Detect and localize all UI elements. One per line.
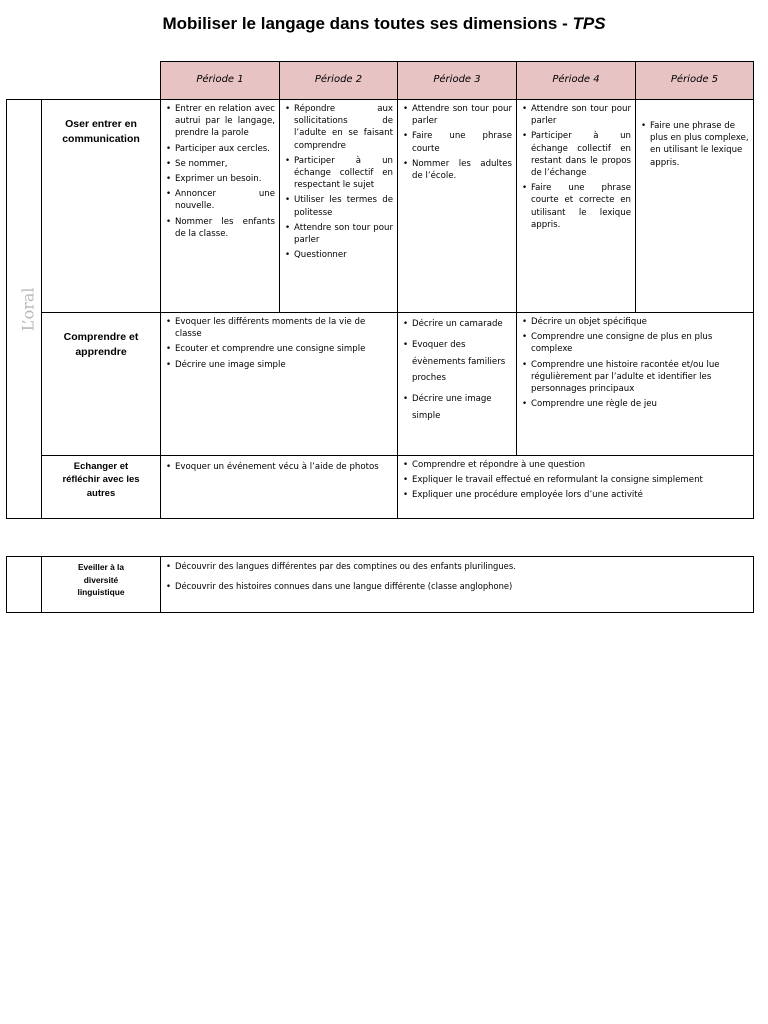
list-item: • Faire une phrase de plus en plus complexe, en utilisant le lexique appris. <box>640 120 749 169</box>
list-item: • Comprendre une consigne de plus en plus complexe <box>521 331 749 355</box>
cell-diversite <box>161 557 754 613</box>
list-item: • Participer aux cercles. <box>165 143 275 155</box>
row-label-diversite <box>42 557 161 613</box>
list-item: • Evoquer des évènements familiers proches <box>402 337 512 386</box>
cell-comprendre-p12 <box>161 313 398 456</box>
diversity-table <box>6 556 754 613</box>
row-label-line: Eveiller à la <box>77 562 125 572</box>
list-item: • Décrire un objet spécifique <box>521 316 749 328</box>
header-period-3: Période 3 <box>398 62 517 100</box>
cell-comprendre-p3 <box>398 313 517 456</box>
row-label-line: diversité <box>83 574 119 585</box>
cell-echanger-p12 <box>161 456 398 519</box>
cell-oser-p3 <box>398 100 517 313</box>
list-item: • Questionner <box>284 249 393 261</box>
diversity-blank-cell <box>7 557 42 613</box>
row-diversite <box>7 557 754 613</box>
header-period-1: Période 1 <box>161 62 280 100</box>
row-label-line: Echanger et <box>73 461 129 472</box>
list-item: • Faire une phrase courte <box>402 130 512 154</box>
header-period-4: Période 4 <box>517 62 636 100</box>
row-label-line: autres <box>86 487 116 499</box>
list-item: • Evoquer les différents moments de la vie de classe <box>165 316 393 340</box>
header-period-2: Période 2 <box>280 62 398 100</box>
list-item: • Participer à un échange collectif en restant dans le propos de l’échange <box>521 130 631 179</box>
list-item: • Attendre son tour pour parler <box>521 103 631 127</box>
list-item: • Attendre son tour pour parler <box>284 222 393 246</box>
list-item: • Expliquer le travail effectué en reformulant la consigne simplement <box>402 474 749 486</box>
list-item: • Entrer en relation avec autrui par le langage, prendre la parole <box>165 103 275 140</box>
list-item: • Annoncer une nouvelle. <box>165 188 275 212</box>
header-period-5: Période 5 <box>636 62 754 100</box>
row-label-line: communication <box>62 133 140 146</box>
list-item: • Expliquer une procédure employée lors d’une activité <box>402 489 749 501</box>
cell-oser-p5 <box>636 100 754 313</box>
list-item: • Exprimer un besoin. <box>165 173 275 185</box>
list-item: • Participer à un échange collectif en respectant le sujet <box>284 155 393 192</box>
list-item: • Comprendre une histoire racontée et/ou lue régulièrement par l’adulte et identifier les personnages principaux <box>521 359 749 396</box>
list-item: • Répondre aux sollicitations de l’adulte en se faisant comprendre <box>284 103 393 152</box>
list-item: • Faire une phrase courte et correcte en utilisant le lexique appris. <box>521 182 631 231</box>
list-item: • Nommer les enfants de la classe. <box>165 216 275 240</box>
row-echanger <box>7 456 754 519</box>
list-item: • Comprendre une règle de jeu <box>521 398 749 410</box>
header-row <box>7 62 754 100</box>
list-item: • Découvrir des histoires connues dans une langue différente (classe anglophone) <box>165 581 749 593</box>
row-label-line: Oser entrer en <box>65 118 137 130</box>
list-item: • Ecouter et comprendre une consigne simple <box>165 343 393 355</box>
list-item: • Se nommer, <box>165 158 275 170</box>
list-item: • Décrire une image simple <box>402 391 512 424</box>
row-oser <box>7 100 754 313</box>
main-table <box>6 61 754 519</box>
row-label-line: linguistique <box>77 587 125 598</box>
cell-echanger-p345 <box>398 456 754 519</box>
row-label-oser <box>42 100 161 313</box>
row-label-echanger <box>42 456 161 519</box>
domain-cell <box>7 100 42 519</box>
list-item: • Attendre son tour pour parler <box>402 103 512 127</box>
cell-oser-p4 <box>517 100 636 313</box>
header-blank <box>7 62 161 100</box>
list-item: • Décrire un camarade <box>402 316 512 332</box>
list-item: • Evoquer un événement vécu à l’aide de photos <box>165 459 393 475</box>
row-label-comprendre <box>42 313 161 456</box>
cell-comprendre-p45 <box>517 313 754 456</box>
title-suffix: TPS <box>572 14 606 33</box>
list-item: • Nommer les adultes de l’école. <box>402 158 512 182</box>
domain-label: L’oral <box>18 287 38 331</box>
cell-oser-p2 <box>280 100 398 313</box>
cell-oser-p1 <box>161 100 280 313</box>
row-label-line: Comprendre et <box>63 331 139 343</box>
list-item: • Décrire une image simple <box>165 359 393 371</box>
row-label-line: apprendre <box>75 346 127 359</box>
page-title <box>0 14 768 34</box>
list-item: • Découvrir des langues différentes par des comptines ou des enfants plurilingues. <box>165 561 749 573</box>
row-label-line: réfléchir avec les <box>62 474 140 486</box>
row-comprendre <box>7 313 754 456</box>
list-item: • Comprendre et répondre à une question <box>402 459 749 471</box>
title-main: Mobiliser le langage dans toutes ses dimensions - <box>162 14 573 33</box>
list-item: • Utiliser les termes de politesse <box>284 194 393 218</box>
